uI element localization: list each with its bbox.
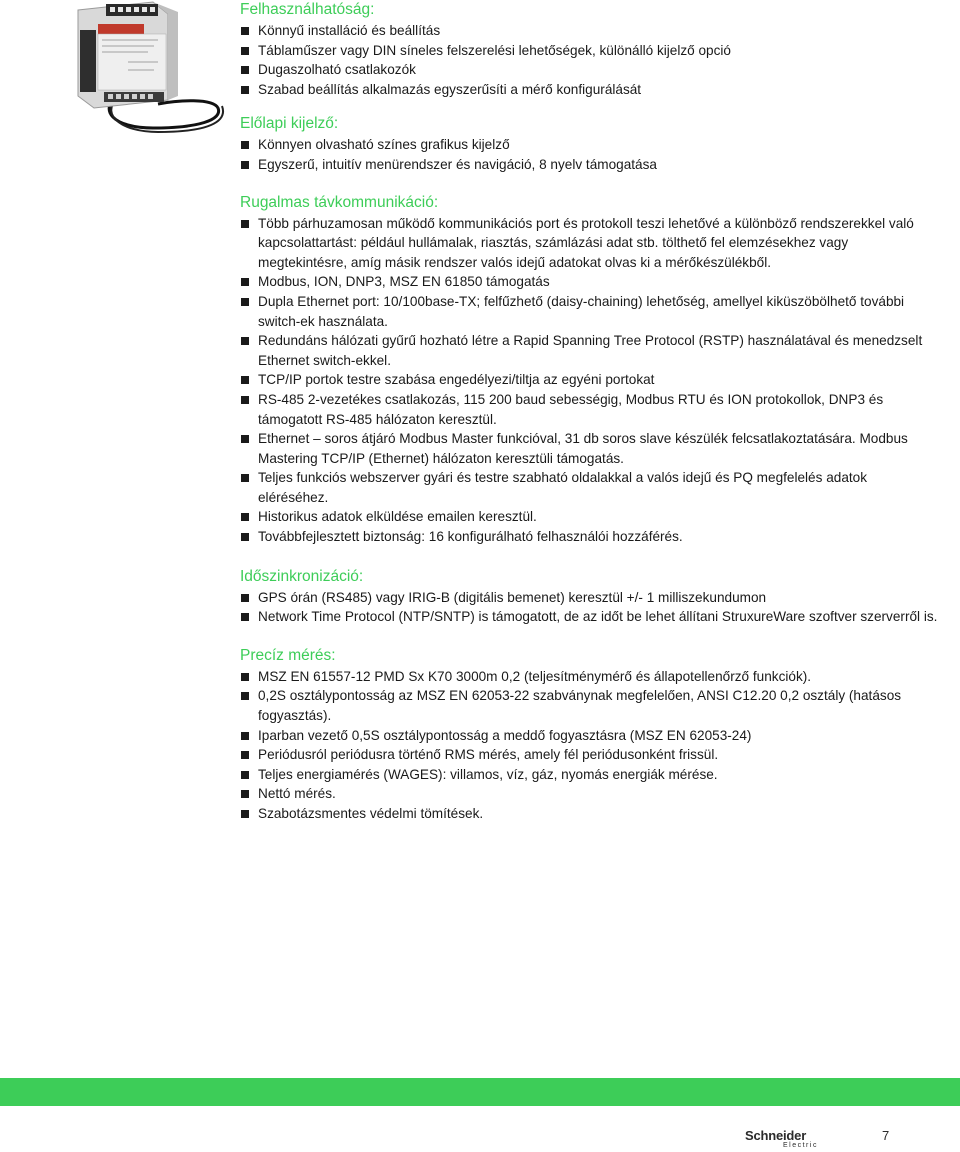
list-item-text: Dupla Ethernet port: 10/100base-TX; felfűzhető (daisy-chaining) lehetőség, amellyel kiküszöbölhető további switch-ek használata.: [258, 293, 905, 329]
square-bullet-icon: [241, 141, 249, 149]
section-heading: Előlapi kijelző:: [240, 115, 339, 133]
list-item: [240, 214, 940, 273]
list-item-text: Továbbfejlesztett biztonság: 16 konfigurálható felhasználói hozzáférés.: [258, 529, 683, 545]
list-item: [240, 588, 940, 608]
list-item-text: GPS órán (RS485) vagy IRIG-B (digitális bemenet) keresztül +/- 1 milliszekundumon: [258, 589, 767, 605]
page-number: 7: [882, 1128, 890, 1143]
list-item: [240, 155, 940, 175]
square-bullet-icon: [241, 474, 249, 482]
square-bullet-icon: [241, 66, 249, 74]
square-bullet-icon: [241, 771, 249, 779]
list-item: [240, 667, 940, 687]
list-item: [240, 726, 940, 746]
square-bullet-icon: [241, 337, 249, 345]
list-item: [240, 292, 940, 331]
square-bullet-icon: [241, 732, 249, 740]
list-item: [240, 607, 940, 627]
square-bullet-icon: [241, 513, 249, 521]
list-item-text: Táblaműszer vagy DIN síneles felszerelési lehetőségek, különálló kijelző opció: [258, 42, 731, 58]
square-bullet-icon: [241, 613, 249, 621]
list-item: [240, 60, 940, 80]
list-item: [240, 80, 940, 100]
list-item-text: Szabotázsmentes védelmi tömítések.: [258, 806, 484, 821]
square-bullet-icon: [241, 673, 249, 681]
square-bullet-icon: [241, 751, 249, 759]
square-bullet-icon: [241, 692, 249, 700]
section-usability: [240, 0, 940, 99]
list-item: [240, 804, 940, 824]
section-precise-measurement: [240, 646, 940, 824]
list-item: [240, 429, 940, 468]
square-bullet-icon: [241, 220, 249, 228]
schneider-electric-logo: [745, 1126, 817, 1152]
list-item-text: Könnyen olvasható színes grafikus kijelző: [258, 137, 510, 153]
list-item-text: Ethernet – soros átjáró Modbus Master funkcióval, 31 db soros slave készülék felcsatlakoztatására. Modbus Mastering TCP/IP (Ethernet) hálózaton keresztüli támogatás.: [258, 431, 908, 466]
list-item-text: MSZ EN 61557-12 PMD Sx K70 3000m 0,2 (teljesítménymérő és állapotellenőrző funkciók).: [258, 668, 812, 684]
square-bullet-icon: [241, 278, 249, 286]
list-item-text: Könnyű installáció és beállítás: [258, 23, 441, 38]
list-item-text: Network Time Protocol (NTP/SNTP) is támogatott, de az időt be lehet állítani StruxureWare szoftver szerverről is.: [258, 609, 938, 625]
section-heading: Felhasználhatóság:: [240, 1, 375, 18]
square-bullet-icon: [241, 435, 249, 443]
list-item-text: TCP/IP portok testre szabása engedélyezi/tiltja az egyéni portokat: [258, 372, 655, 388]
section-front-display: [240, 114, 940, 174]
list-item: [240, 745, 940, 765]
list-item: [240, 784, 940, 804]
list-item: [240, 527, 940, 547]
list-item-text: Modbus, ION, DNP3, MSZ EN 61850 támogatás: [258, 274, 550, 290]
list-item: [240, 765, 940, 785]
square-bullet-icon: [241, 810, 249, 818]
list-item: [240, 41, 940, 61]
list-item-text: Historikus adatok elküldése emailen keresztül.: [258, 509, 537, 525]
footer-bar: [0, 1078, 960, 1106]
list-item-text: RS-485 2-vezetékes csatlakozás, 115 200 baud sebességig, Modbus RTU és ION protokollok, DNP3 és támogatott RS-485 hálózaton keresztül.: [258, 391, 884, 427]
list-item-text: Iparban vezető 0,5S osztálypontosság a meddő fogyasztásra (MSZ EN 62053-24): [258, 727, 752, 743]
square-bullet-icon: [241, 47, 249, 55]
list-item-text: Több párhuzamosan működő kommunikációs port és protokoll teszi lehetővé a különböző rendszerekkel való kapcsolattartást: például hullámalak, riasztás, számlázási adat stb. tölthető fel elemzésekhez vagy megtekintésre, amíg másik rendszer valós idejű adatokat olvas ki a mérőkészülékből.: [258, 215, 914, 270]
list-item-text: Dugaszolható csatlakozók: [258, 62, 416, 78]
list-item: [240, 331, 940, 370]
square-bullet-icon: [241, 533, 249, 541]
logo-subtitle: Electric: [783, 1142, 818, 1149]
list-item-text: Nettó mérés.: [258, 786, 336, 802]
list-item: [240, 21, 940, 41]
list-item-text: Redundáns hálózati gyűrű hozható létre a Rapid Spanning Tree Protocol (RSTP) használatával és menedzselt Ethernet switch-ekkel.: [258, 333, 923, 368]
section-heading: Időszinkronizáció:: [240, 567, 364, 585]
square-bullet-icon: [241, 27, 249, 35]
list-item-text: Teljes funkciós webszerver gyári és testre szabható oldalakkal a valós idejű és PQ megfelelés adatok eléréséhez.: [258, 470, 868, 505]
feature-list: [240, 0, 940, 824]
list-item: [240, 390, 940, 429]
list-item-text: 0,2S osztálypontosság az MSZ EN 62053-22 szabványnak megfelelően, ANSI C12.20 0,2 osztály (hatásos fogyasztás).: [258, 688, 902, 724]
square-bullet-icon: [241, 376, 249, 384]
section-heading: Precíz mérés:: [240, 646, 336, 664]
list-item: [240, 272, 940, 292]
square-bullet-icon: [241, 161, 249, 169]
list-item-text: Teljes energiamérés (WAGES): villamos, víz, gáz, nyomás energiák mérése.: [258, 766, 718, 782]
square-bullet-icon: [241, 86, 249, 94]
logo-wordmark: Schneider: [745, 1128, 807, 1143]
list-item: [240, 507, 940, 527]
square-bullet-icon: [241, 298, 249, 306]
square-bullet-icon: [241, 396, 249, 404]
list-item: [240, 135, 940, 155]
square-bullet-icon: [241, 790, 249, 798]
list-item: [240, 686, 940, 725]
list-item-text: Periódusról periódusra történő RMS mérés, amely fél periódusonként frissül.: [258, 747, 719, 763]
section-heading: Rugalmas távkommunikáció:: [240, 193, 439, 211]
product-image: [58, 0, 233, 140]
list-item: [240, 468, 940, 507]
list-item-text: Szabad beállítás alkalmazás egyszerűsíti a mérő konfigurálását: [258, 81, 642, 97]
square-bullet-icon: [241, 594, 249, 602]
section-communication: [240, 193, 940, 547]
list-item: [240, 370, 940, 390]
section-time-sync: [240, 567, 940, 627]
list-item-text: Egyszerű, intuitív menürendszer és navigáció, 8 nyelv támogatása: [258, 156, 657, 172]
